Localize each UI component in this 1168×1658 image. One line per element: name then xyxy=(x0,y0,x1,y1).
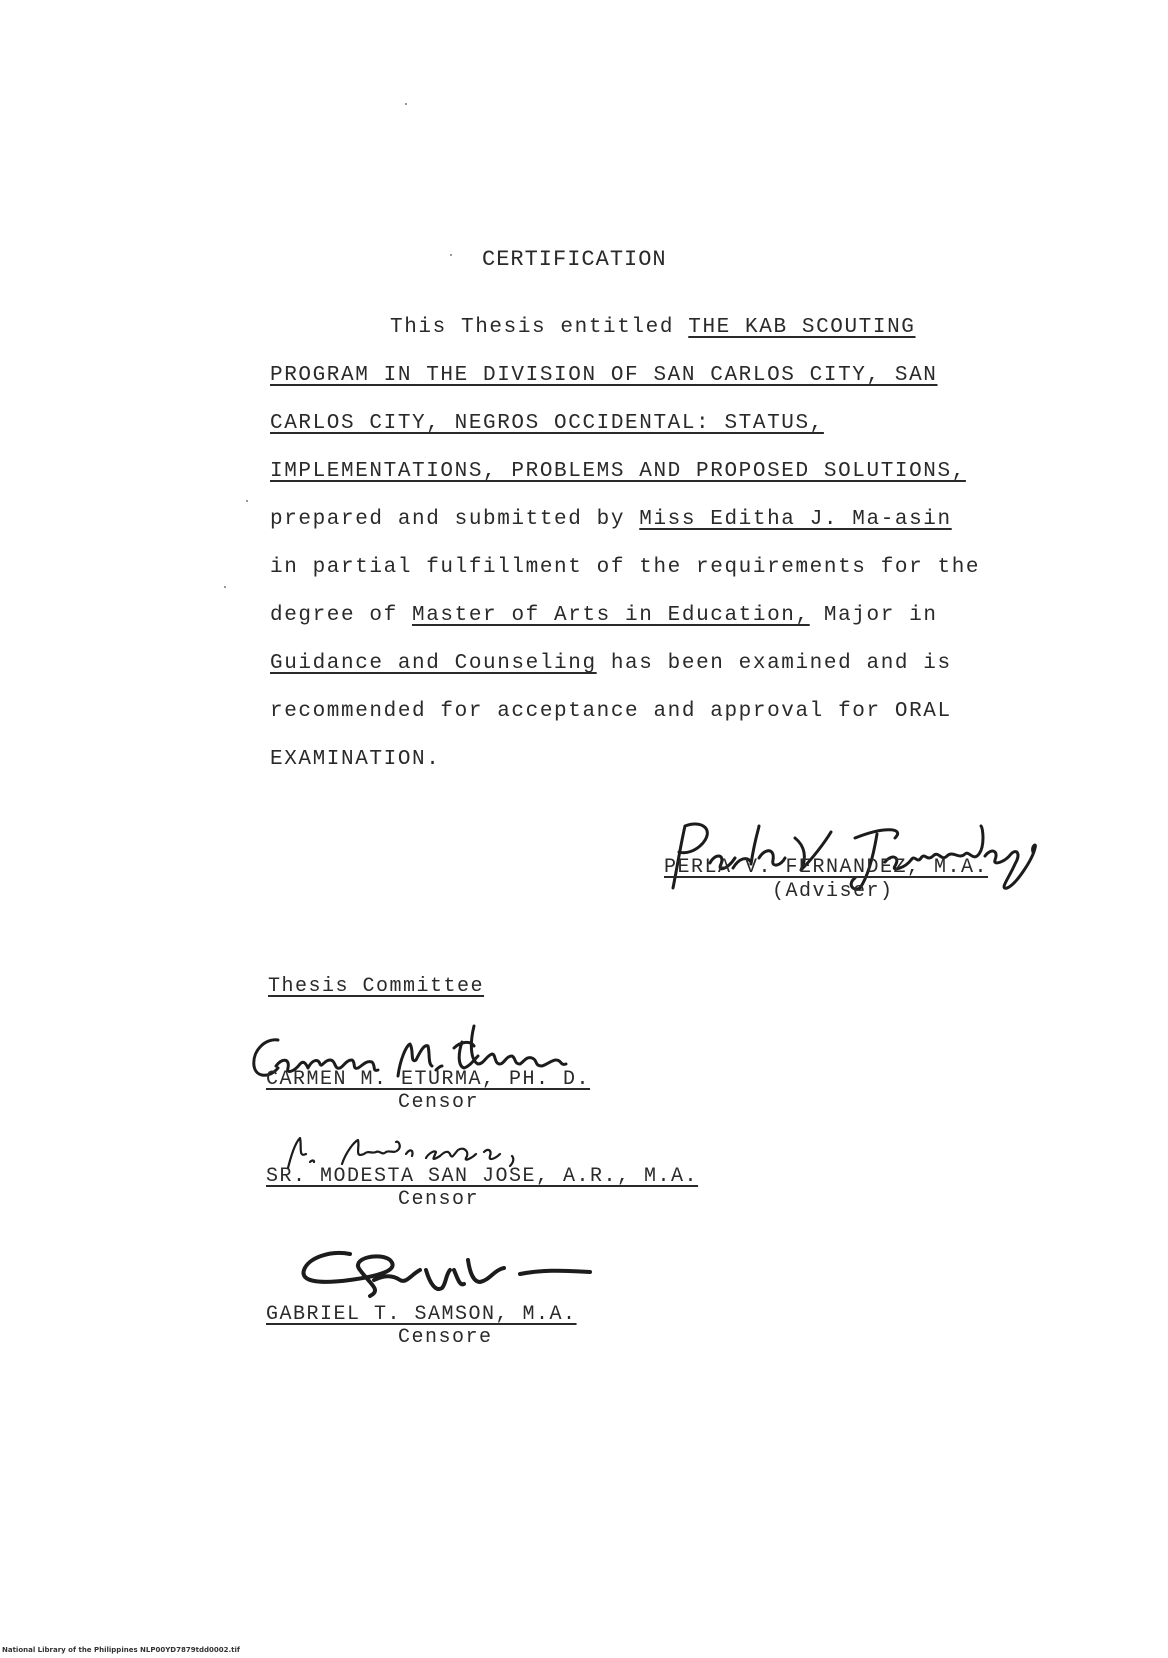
page-title: CERTIFICATION xyxy=(482,247,667,272)
committee-heading: Thesis Committee xyxy=(268,975,485,998)
body-line xyxy=(270,412,824,435)
text: degree of xyxy=(270,604,413,627)
author-name: Miss Editha J. Ma-asin xyxy=(639,508,952,531)
text: recommended for acceptance and approval for ORAL xyxy=(270,700,952,723)
thesis-title-part: IMPLEMENTATIONS, PROBLEMS AND PROPOSED SOLUTIONS, xyxy=(270,460,966,483)
censor-3-role: Censore xyxy=(398,1326,493,1349)
thesis-title-part: PROGRAM IN THE DIVISION OF SAN CARLOS CITY, SAN xyxy=(270,364,938,387)
censor-3-signature xyxy=(290,1240,610,1310)
speck xyxy=(246,500,248,502)
thesis-title-part: THE KAB SCOUTING xyxy=(688,316,916,339)
body-line xyxy=(270,364,938,387)
body-line xyxy=(390,316,915,339)
body-line xyxy=(270,604,938,627)
body-line xyxy=(270,652,952,675)
text: This Thesis entitled xyxy=(390,316,689,339)
text: in partial fulfillment of the requirements for the xyxy=(270,556,981,579)
speck xyxy=(405,103,407,105)
body-line xyxy=(270,556,980,579)
adviser-name: PERLA V. FERNANDEZ, M.A. xyxy=(664,856,989,879)
text: has been examined and is xyxy=(596,652,952,675)
censor-2-name: SR. MODESTA SAN JOSE, A.R., M.A. xyxy=(266,1165,699,1188)
censor-3-name: GABRIEL T. SAMSON, M.A. xyxy=(266,1303,577,1326)
censor-2-role: Censor xyxy=(398,1188,480,1211)
degree: Master of Arts in Education, xyxy=(412,604,810,627)
thesis-title-part: CARLOS CITY, NEGROS OCCIDENTAL: STATUS, xyxy=(270,412,824,435)
body-line xyxy=(270,748,440,771)
body-line xyxy=(270,700,952,723)
scan-footer: National Library of the Philippines NLP00YD7879tdd0002.tif xyxy=(2,1646,240,1654)
censor-1-role: Censor xyxy=(398,1091,480,1114)
text: EXAMINATION. xyxy=(270,748,441,771)
text: prepared and submitted by xyxy=(270,508,640,531)
body-line xyxy=(270,508,952,531)
censor-1-name: CARMEN M. ETURMA, PH. D. xyxy=(266,1068,591,1091)
adviser-role: (Adviser) xyxy=(772,880,894,903)
speck xyxy=(224,586,226,588)
body-line xyxy=(270,460,966,483)
text: Major in xyxy=(809,604,938,627)
speck xyxy=(450,254,452,256)
major: Guidance and Counseling xyxy=(270,652,597,675)
